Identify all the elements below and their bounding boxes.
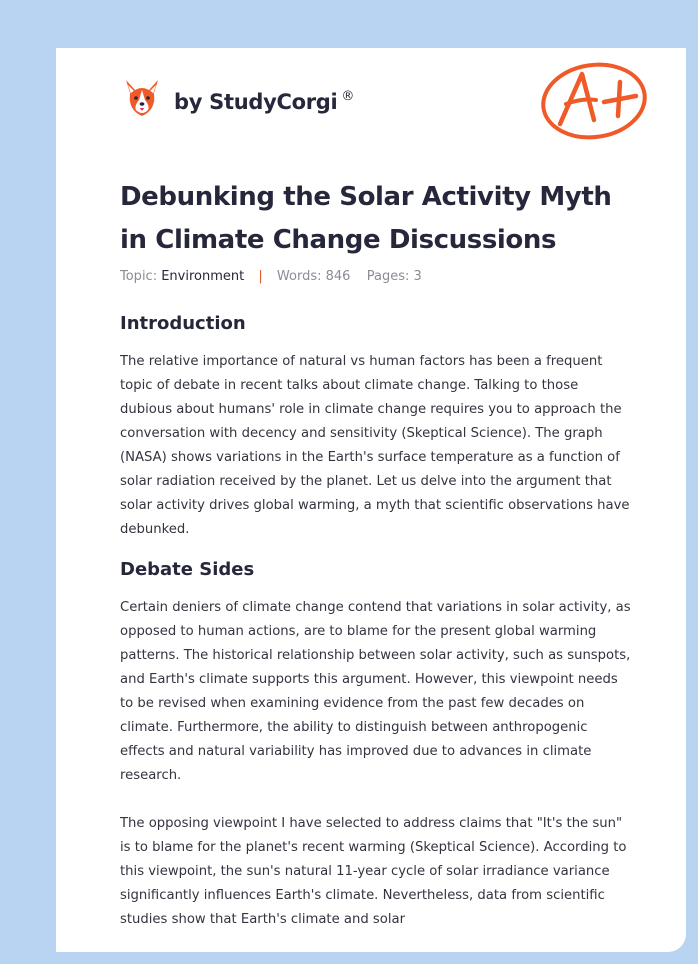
document-meta xyxy=(120,269,422,284)
paragraph: Certain deniers of climate change contend that variations in solar activity, as opposed to human actions, are to blame for the present global warming patterns. The historical relationship between solar activity, such as sunspots, and Earth's climate supports this argument. However, this viewpoint needs to be revised when examining evidence from the past few decades on climate. Furthermore, the ability to distinguish between anthropogenic effects and natural variability has improved due to advances in climate research. xyxy=(120,600,631,783)
words-label: Words: xyxy=(276,269,322,284)
paragraph: The relative importance of natural vs human factors has been a frequent topic of debate in recent talks about climate change. Talking to those dubious about humans' role in climate change requires you to approach the conversation with decency and sensitivity (Skeptical Science). The graph (NASA) shows variations in the Earth's surface temperature as a function of solar radiation received by the planet. Let us delve into the argument that solar activity drives global warming, a myth that scientific observations have debunked. xyxy=(120,354,630,537)
brand-name: by StudyCorgi ® xyxy=(174,88,355,114)
document-title: Debunking the Solar Activity Myth in Climate Change Discussions xyxy=(120,182,612,255)
section-heading-debate-sides: Debate Sides xyxy=(120,559,255,580)
words-count: 846 xyxy=(325,269,351,284)
section-heading-introduction: Introduction xyxy=(120,313,246,334)
registered-mark: ® xyxy=(341,88,355,104)
document-page xyxy=(56,48,686,952)
brand-header[interactable] xyxy=(122,76,354,120)
corgi-dog-icon xyxy=(122,76,162,120)
pages-label: Pages: xyxy=(366,269,410,284)
pages-count: 3 xyxy=(413,269,422,284)
a-plus-grade-icon xyxy=(538,58,650,140)
meta-separator: | xyxy=(258,269,263,284)
document-body xyxy=(120,310,634,932)
paragraph: The opposing viewpoint I have selected to address claims that "It's the sun" is to blame for the planet's recent warming (Skeptical Science). According to this viewpoint, the sun's natural 11-year cycle of solar irradiance variance significantly influences Earth's climate. Nevertheless, data from scientific studies show that Earth's climate and solar xyxy=(120,816,627,927)
topic-link[interactable]: Environment xyxy=(161,269,245,284)
topic-label: Topic: xyxy=(120,269,158,284)
